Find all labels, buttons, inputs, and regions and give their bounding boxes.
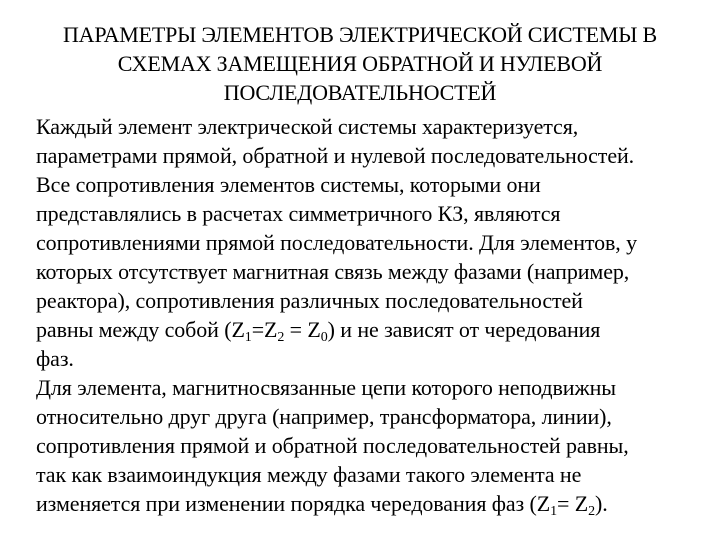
body-line: сопротивлениями прямой последовательности. Для элементов, у bbox=[36, 230, 637, 255]
body-line: Для элемента, магнитносвязанные цепи которого неподвижны bbox=[36, 375, 616, 400]
title-line: ПАРАМЕТРЫ ЭЛЕМЕНТОВ ЭЛЕКТРИЧЕСКОЙ СИСТЕМЫ В bbox=[62, 22, 657, 47]
text-fragment: =Z bbox=[251, 317, 278, 342]
body-line: так как взаимоиндукция между фазами такого элемента не bbox=[36, 462, 582, 487]
title-line: СХЕМАХ ЗАМЕЩЕНИЯ ОБРАТНОЙ И НУЛЕВОЙ bbox=[117, 51, 603, 76]
text-fragment: = Z bbox=[557, 491, 589, 516]
subscript: 1 bbox=[244, 330, 252, 345]
body-line: относительно друг друга (например, трансформатора, линии), bbox=[36, 404, 612, 429]
body-line-formula bbox=[36, 315, 706, 344]
slide-title bbox=[20, 20, 700, 107]
subscript: 1 bbox=[550, 504, 558, 519]
body-line: параметрами прямой, обратной и нулевой последовательностей. bbox=[36, 143, 635, 168]
text-fragment: = Z bbox=[284, 317, 321, 342]
subscript: 0 bbox=[320, 330, 328, 345]
text-fragment: равны между собой (Z bbox=[36, 317, 245, 342]
subscript: 2 bbox=[588, 504, 595, 519]
text-fragment: ) и не зависят от чередования bbox=[327, 317, 601, 342]
body-line: которых отсутствует магнитная связь между фазами (например, bbox=[36, 259, 630, 284]
subscript: 2 bbox=[277, 330, 285, 345]
body-line: представлялись в расчетах симметричного КЗ, являются bbox=[36, 201, 561, 226]
slide-body-text bbox=[36, 112, 706, 518]
body-line: реактора), сопротивления различных последовательностей bbox=[36, 288, 583, 313]
text-fragment: изменяется при изменении порядка чередования фаз (Z bbox=[36, 491, 551, 516]
body-line: Каждый элемент электрической системы характеризуется, bbox=[36, 114, 579, 139]
body-line: сопротивления прямой и обратной последовательностей равны, bbox=[36, 433, 629, 458]
text-fragment: ). bbox=[594, 491, 608, 516]
body-line: Все сопротивления элементов системы, которыми они bbox=[36, 172, 541, 197]
body-line: фаз. bbox=[36, 346, 74, 371]
title-line: ПОСЛЕДОВАТЕЛЬНОСТЕЙ bbox=[223, 80, 497, 105]
body-line-formula bbox=[36, 489, 706, 518]
